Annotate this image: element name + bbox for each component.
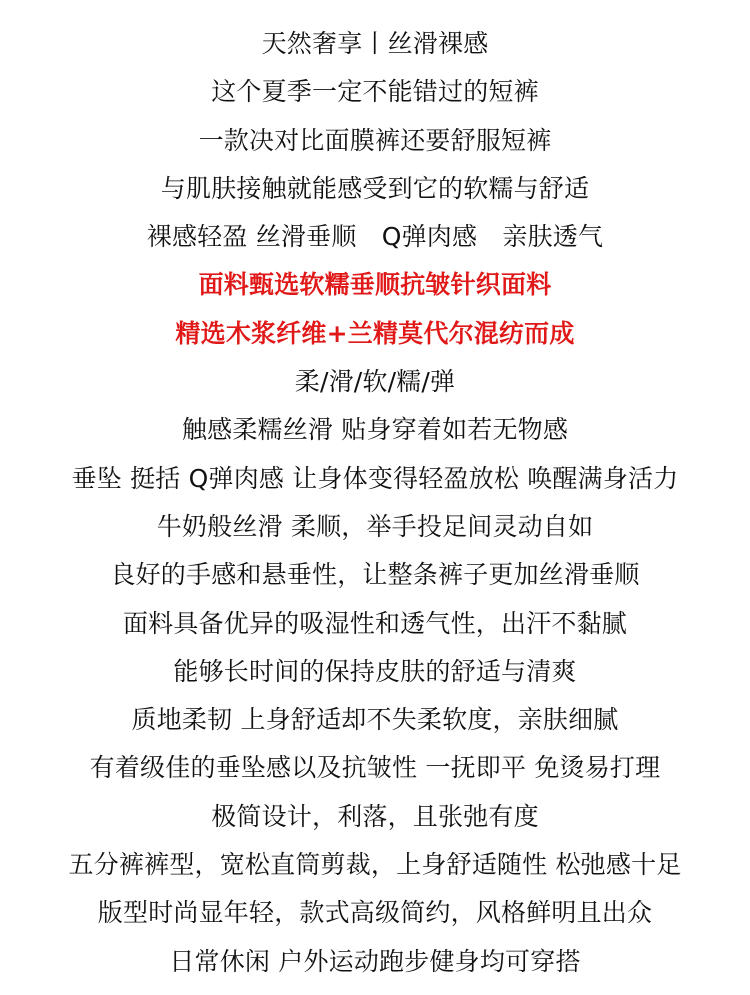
highlight-line-fabric: 面料甄选软糯垂顺抗皱针织面料 — [198, 270, 552, 300]
text-line-14: 能够长时间的保持皮肤的舒适与清爽 — [173, 656, 577, 686]
text-line-10: 垂坠 挺括 Q弹肉感 让身体变得轻盈放松 唤醒满身活力 — [71, 463, 679, 493]
text-line-4: 与肌肤接触就能感受到它的软糯与舒适 — [160, 173, 590, 203]
text-line-19: 版型时尚显年轻，款式高级简约，风格鲜明且出众 — [97, 898, 653, 928]
highlight-line-material: 精选木浆纤维+兰精莫代尔混纺而成 — [175, 318, 575, 348]
text-line-2: 这个夏季一定不能错过的短裤 — [211, 77, 539, 107]
text-line-15: 质地柔韧 上身舒适却不失柔软度，亲肤细腻 — [131, 705, 619, 735]
text-line-8: 柔/滑/软/糯/弹 — [294, 367, 456, 397]
text-line-17: 极简设计，利落，且张弛有度 — [211, 801, 539, 831]
text-line-9: 触感柔糯丝滑 贴身穿着如若无物感 — [181, 415, 569, 445]
text-line-11: 牛奶般丝滑 柔顺，举手投足间灵动自如 — [156, 511, 594, 541]
text-line-12: 良好的手感和悬垂性，让整条裤子更加丝滑垂顺 — [110, 560, 640, 590]
text-line-18: 五分裤裤型，宽松直筒剪裁，上身舒适随性 松弛感十足 — [68, 850, 682, 880]
text-line-5: 裸感轻盈 丝滑垂顺 Q弹肉感 亲肤透气 — [146, 222, 604, 252]
text-line-1: 天然奢享丨丝滑裸感 — [261, 29, 489, 58]
text-line-13: 面料具备优异的吸湿性和透气性，出汗不黏腻 — [122, 608, 627, 638]
text-line-3: 一款决对比面膜裤还要舒服短裤 — [198, 125, 552, 155]
text-line-16: 有着级佳的垂坠感以及抗皱性 一抚即平 免烫易打理 — [89, 753, 661, 783]
text-line-20: 日常休闲 户外运动跑步健身均可穿搭 — [169, 946, 581, 976]
